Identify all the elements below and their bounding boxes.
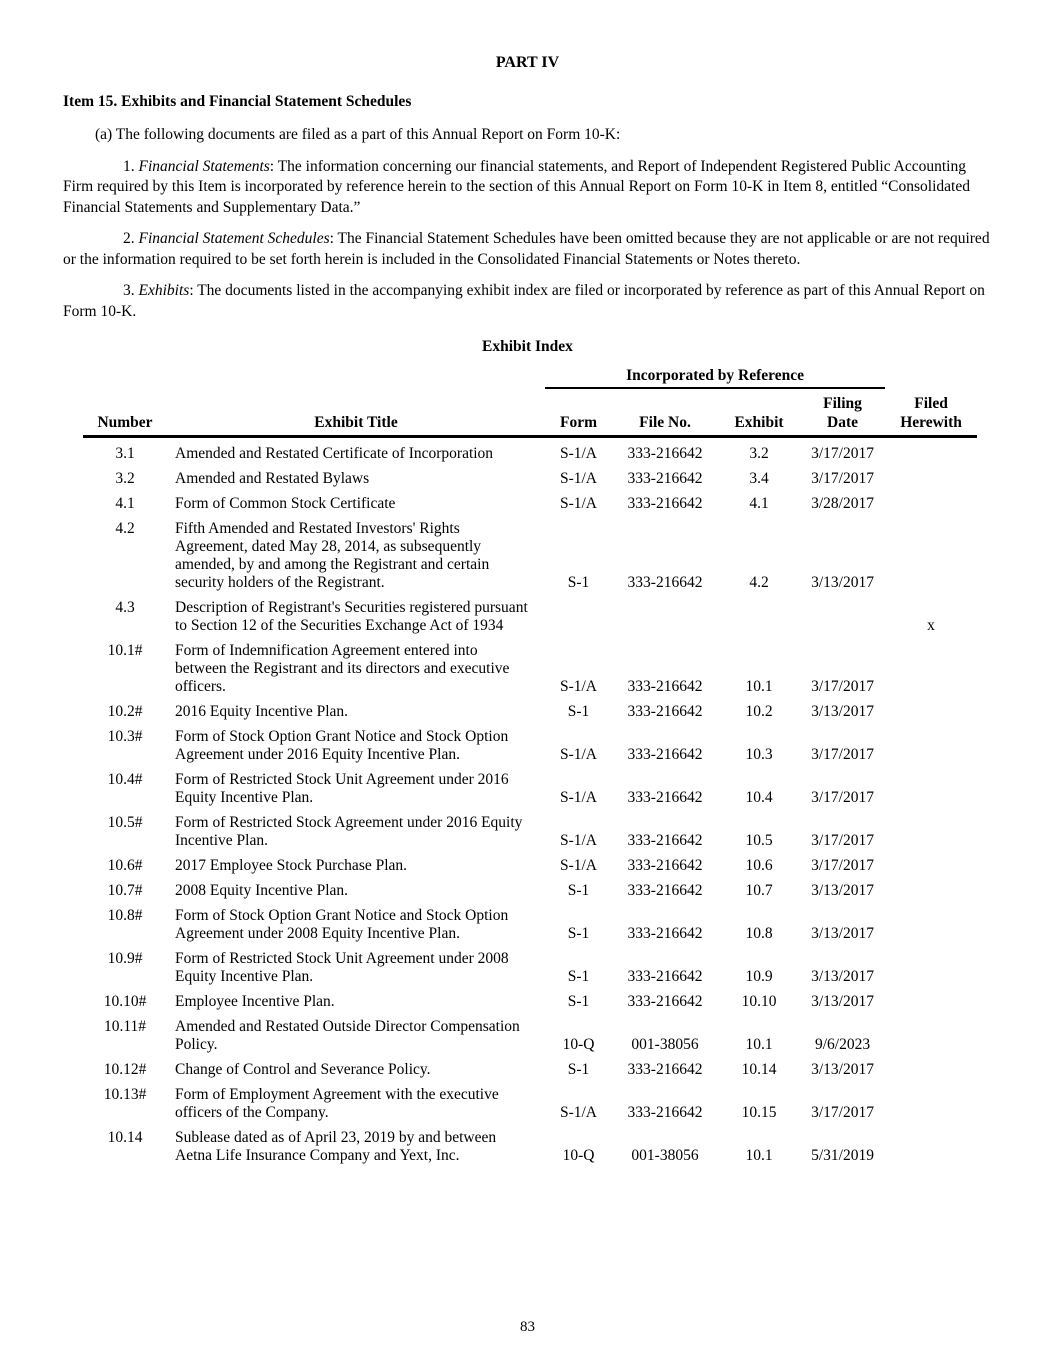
paragraph-number: 3. (123, 282, 139, 299)
filing-date-cell: 3/17/2017 (811, 445, 874, 462)
column-header-number: Number (83, 388, 167, 437)
filed-herewith-cell (885, 807, 977, 850)
table-row (83, 875, 977, 900)
group-header-spacer (885, 366, 977, 388)
exhibit-table-body (83, 437, 977, 1166)
form-cell: S-1 (567, 574, 590, 591)
exhibit-number-cell: 3.1 (115, 445, 135, 462)
exhibit-title-cell: 2017 Employee Stock Purchase Plan. (175, 857, 408, 874)
paragraph-text: : The Financial Statement Schedules have been omitted because they are not applicable or are not required or the information required to be set forth herein is included in the Consolidated Financial Statements or Notes thereto. (63, 230, 990, 268)
form-cell: S-1/A (559, 445, 598, 462)
column-header-exhibit: Exhibit (718, 388, 800, 437)
exhibit-table-header (83, 366, 977, 437)
table-row (83, 488, 977, 513)
exhibit-title-cell: Sublease dated as of April 23, 2019 by and between Aetna Life Insurance Company and Yext, Inc. (175, 1129, 497, 1164)
filed-herewith-cell (885, 635, 977, 696)
filed-herewith-cell (885, 488, 977, 513)
filing-date-cell: 3/28/2017 (811, 495, 874, 512)
exhibit-number-cell: 10.6# (107, 857, 143, 874)
paragraph-lead: Financial Statements (138, 157, 270, 175)
exhibit-ref-cell: 10.5 (745, 832, 773, 849)
exhibit-index-table (83, 366, 977, 1165)
financial-statements-paragraph (63, 157, 992, 219)
table-row (83, 463, 977, 488)
exhibit-title-cell: Form of Employment Agreement with the executive officers of the Company. (175, 1086, 499, 1121)
table-row (83, 1079, 977, 1122)
exhibit-number-cell: 10.3# (107, 728, 143, 745)
file-no-cell: 001-38056 (631, 1147, 699, 1164)
exhibit-title-cell: Change of Control and Severance Policy. (175, 1061, 431, 1078)
exhibit-ref-cell: 10.2 (745, 703, 773, 720)
exhibit-ref-cell: 3.2 (749, 445, 769, 462)
form-cell: S-1/A (559, 495, 598, 512)
form-cell: S-1 (567, 993, 590, 1010)
filed-herewith-cell (885, 900, 977, 943)
exhibit-number-cell: 10.9# (107, 950, 143, 967)
exhibit-title-cell: Amended and Restated Bylaws (175, 470, 370, 487)
filed-herewith-line1: Filed (914, 395, 948, 412)
form-cell: S-1 (567, 1061, 590, 1078)
table-row (83, 986, 977, 1011)
filed-herewith-cell (885, 875, 977, 900)
filing-date-cell: 3/17/2017 (811, 470, 874, 487)
form-cell: S-1 (567, 925, 590, 942)
filed-herewith-cell: x (927, 617, 935, 634)
form-cell: S-1/A (559, 470, 598, 487)
exhibit-number-cell: 10.14 (107, 1129, 143, 1146)
page-number: 83 (520, 1319, 535, 1335)
table-row (83, 1011, 977, 1054)
exhibits-paragraph (63, 281, 992, 322)
exhibit-number-cell: 10.10# (103, 993, 147, 1010)
file-no-cell: 333-216642 (627, 574, 703, 591)
exhibit-ref-cell: 10.15 (741, 1104, 777, 1121)
file-no-cell: 333-216642 (627, 1104, 703, 1121)
exhibit-title-cell: Fifth Amended and Restated Investors' Rights Agreement, dated May 28, 2014, as subsequently amended, by and among the Registrant and certain security holders of the Registrant. (175, 520, 490, 591)
table-row (83, 696, 977, 721)
intro-paragraph: (a) The following documents are filed as a part of this Annual Report on Form 10-K: (95, 126, 621, 143)
exhibit-ref-cell: 10.1 (745, 1036, 773, 1053)
filed-herewith-cell (885, 943, 977, 986)
exhibit-number-cell: 10.5# (107, 814, 143, 831)
form-cell: S-1 (567, 968, 590, 985)
filed-herewith-cell (885, 850, 977, 875)
table-row (83, 1054, 977, 1079)
file-no-cell: 333-216642 (627, 746, 703, 763)
form-cell: 10-Q (562, 1036, 595, 1053)
filing-date-cell: 3/17/2017 (811, 789, 874, 806)
filed-herewith-cell (885, 1011, 977, 1054)
column-header-file-no: File No. (612, 388, 718, 437)
filing-date-cell: 9/6/2023 (814, 1036, 871, 1053)
exhibit-number-cell: 4.3 (115, 599, 135, 616)
file-no-cell: 333-216642 (627, 968, 703, 985)
form-cell: S-1/A (559, 857, 598, 874)
filed-herewith-cell (885, 1054, 977, 1079)
paragraph-lead: Exhibits (138, 282, 190, 299)
paragraph-lead: Financial Statement Schedules (138, 230, 330, 247)
form-cell (545, 592, 612, 635)
table-row (83, 437, 977, 464)
exhibit-title-cell: Form of Restricted Stock Unit Agreement under 2016 Equity Incentive Plan. (175, 771, 509, 806)
filing-date-cell: 3/17/2017 (811, 857, 874, 874)
exhibit-ref-cell: 10.3 (745, 746, 773, 763)
exhibit-ref-cell: 3.4 (749, 470, 769, 487)
table-row (83, 943, 977, 986)
exhibit-ref-cell: 10.6 (745, 857, 773, 874)
form-cell: S-1/A (559, 746, 598, 763)
column-header-form: Form (545, 388, 612, 437)
filed-herewith-cell (885, 1122, 977, 1165)
table-row (83, 721, 977, 764)
exhibit-number-cell: 10.4# (107, 771, 143, 788)
filing-date-cell: 3/13/2017 (811, 925, 874, 942)
form-cell: S-1 (567, 882, 590, 899)
group-header-spacer (83, 366, 545, 388)
filed-herewith-cell (885, 437, 977, 464)
financial-statement-schedules-paragraph (63, 229, 992, 270)
form-cell: S-1 (567, 703, 590, 720)
filing-date-cell (800, 592, 885, 635)
table-row (83, 635, 977, 696)
filed-herewith-cell (885, 764, 977, 807)
exhibit-title-cell: 2016 Equity Incentive Plan. (175, 703, 349, 720)
column-header-exhibit-title: Exhibit Title (167, 388, 545, 437)
exhibit-number-cell: 3.2 (115, 470, 135, 487)
filing-date-cell: 3/17/2017 (811, 1104, 874, 1121)
exhibit-number-cell: 4.2 (115, 520, 135, 537)
file-no-cell: 333-216642 (627, 882, 703, 899)
exhibit-number-cell: 4.1 (115, 495, 135, 512)
form-cell: 10-Q (562, 1147, 595, 1164)
file-no-cell: 333-216642 (627, 832, 703, 849)
filed-herewith-cell (885, 696, 977, 721)
filed-herewith-cell (885, 463, 977, 488)
exhibit-number-cell: 10.2# (107, 703, 143, 720)
exhibit-number-cell: 10.8# (107, 907, 143, 924)
filing-date-cell: 3/13/2017 (811, 574, 874, 591)
exhibit-title-cell: Form of Indemnification Agreement entered into between the Registrant and its directors and executive officers. (175, 642, 510, 695)
exhibit-number-cell: 10.12# (103, 1061, 147, 1078)
exhibit-ref-cell: 4.1 (749, 495, 769, 512)
exhibit-ref-cell: 10.14 (741, 1061, 777, 1078)
filed-herewith-line2: Herewith (900, 414, 962, 431)
form-cell: S-1/A (559, 1104, 598, 1121)
filing-date-cell: 3/13/2017 (811, 968, 874, 985)
filing-date-cell: 3/13/2017 (811, 993, 874, 1010)
exhibit-title-cell: Form of Stock Option Grant Notice and Stock Option Agreement under 2008 Equity Incentive Plan. (175, 907, 509, 942)
file-no-cell: 333-216642 (627, 857, 703, 874)
filing-date-cell: 3/17/2017 (811, 746, 874, 763)
table-row (83, 1122, 977, 1165)
paragraph-number: 1. (123, 157, 139, 175)
exhibit-ref-cell: 10.7 (745, 882, 773, 899)
form-cell: S-1/A (559, 678, 598, 695)
exhibit-ref-cell: 10.1 (745, 1147, 773, 1164)
filing-date-line1: Filing (823, 395, 862, 412)
exhibit-ref-cell: 10.1 (745, 678, 773, 695)
filed-herewith-cell (885, 513, 977, 592)
filing-date-cell: 3/17/2017 (811, 678, 874, 695)
exhibit-title-cell: Amended and Restated Outside Director Compensation Policy. (175, 1018, 520, 1053)
part-heading: PART IV (495, 54, 560, 71)
exhibit-ref-cell: 10.4 (745, 789, 773, 806)
table-row (83, 900, 977, 943)
exhibit-ref-cell: 10.9 (745, 968, 773, 985)
file-no-cell: 333-216642 (627, 470, 703, 487)
exhibit-number-cell: 10.13# (103, 1086, 147, 1103)
exhibit-number-cell: 10.7# (107, 882, 143, 899)
file-no-cell: 333-216642 (627, 495, 703, 512)
filed-herewith-cell (885, 986, 977, 1011)
table-row (83, 807, 977, 850)
exhibit-index-title: Exhibit Index (482, 338, 573, 355)
exhibit-ref-cell: 4.2 (749, 574, 769, 591)
column-header-filed-herewith (885, 388, 977, 437)
file-no-cell: 333-216642 (627, 703, 703, 720)
file-no-cell: 333-216642 (627, 925, 703, 942)
exhibit-ref-cell: 10.8 (745, 925, 773, 942)
paragraph-number: 2. (123, 230, 139, 247)
filing-date-cell: 3/17/2017 (811, 832, 874, 849)
filing-date-cell: 5/31/2019 (811, 1147, 874, 1164)
table-row (83, 592, 977, 635)
exhibit-title-cell: Amended and Restated Certificate of Incorporation (175, 445, 494, 462)
file-no-cell: 001-38056 (631, 1036, 699, 1053)
exhibit-ref-cell: 10.10 (741, 993, 777, 1010)
file-no-cell: 333-216642 (627, 678, 703, 695)
table-row (83, 513, 977, 592)
filing-date-cell: 3/13/2017 (811, 1061, 874, 1078)
exhibit-title-cell: Form of Common Stock Certificate (175, 495, 396, 512)
exhibit-ref-cell (718, 592, 800, 635)
exhibit-title-cell: Form of Restricted Stock Unit Agreement under 2008 Equity Incentive Plan. (175, 950, 509, 985)
form-cell: S-1/A (559, 832, 598, 849)
exhibit-number-cell: 10.1# (107, 642, 143, 659)
exhibit-title-cell: Form of Stock Option Grant Notice and Stock Option Agreement under 2016 Equity Incentive Plan. (175, 728, 509, 763)
paragraph-text: : The documents listed in the accompanying exhibit index are filed or incorporated by reference as part of this Annual Report on Form 10-K. (63, 282, 985, 320)
filing-date-cell: 3/13/2017 (811, 703, 874, 720)
file-no-cell: 333-216642 (627, 445, 703, 462)
exhibit-title-cell: 2008 Equity Incentive Plan. (175, 882, 349, 899)
column-header-row (83, 388, 977, 437)
file-no-cell (612, 592, 718, 635)
filed-herewith-cell (885, 1079, 977, 1122)
exhibit-title-cell: Form of Restricted Stock Agreement under 2016 Equity Incentive Plan. (175, 814, 523, 849)
form-cell: S-1/A (559, 789, 598, 806)
column-header-filing-date (800, 388, 885, 437)
filed-herewith-cell (885, 721, 977, 764)
file-no-cell: 333-216642 (627, 993, 703, 1010)
group-header-row (83, 366, 977, 388)
file-no-cell: 333-216642 (627, 789, 703, 806)
table-row (83, 764, 977, 807)
table-row (83, 850, 977, 875)
incorporated-by-reference-header: Incorporated by Reference (545, 366, 885, 388)
exhibit-number-cell: 10.11# (103, 1018, 147, 1035)
filing-date-cell: 3/13/2017 (811, 882, 874, 899)
paragraph-text: : The information concerning our financial statements, and Report of Independent Registered Public Accounting Firm required by this Item is incorporated by reference herein to the section of this Annual Report on Form 10-K in Item 8, entitled “Consolidated Financial Statements and Supplementary Data.” (63, 157, 970, 216)
exhibit-title-cell: Description of Registrant's Securities registered pursuant to Section 12 of the Securities Exchange Act of 1934 (175, 599, 528, 634)
file-no-cell: 333-216642 (627, 1061, 703, 1078)
item-heading: Item 15. Exhibits and Financial Statement Schedules (63, 93, 412, 110)
filing-date-line2: Date (827, 414, 859, 431)
exhibit-title-cell: Employee Incentive Plan. (175, 993, 335, 1010)
